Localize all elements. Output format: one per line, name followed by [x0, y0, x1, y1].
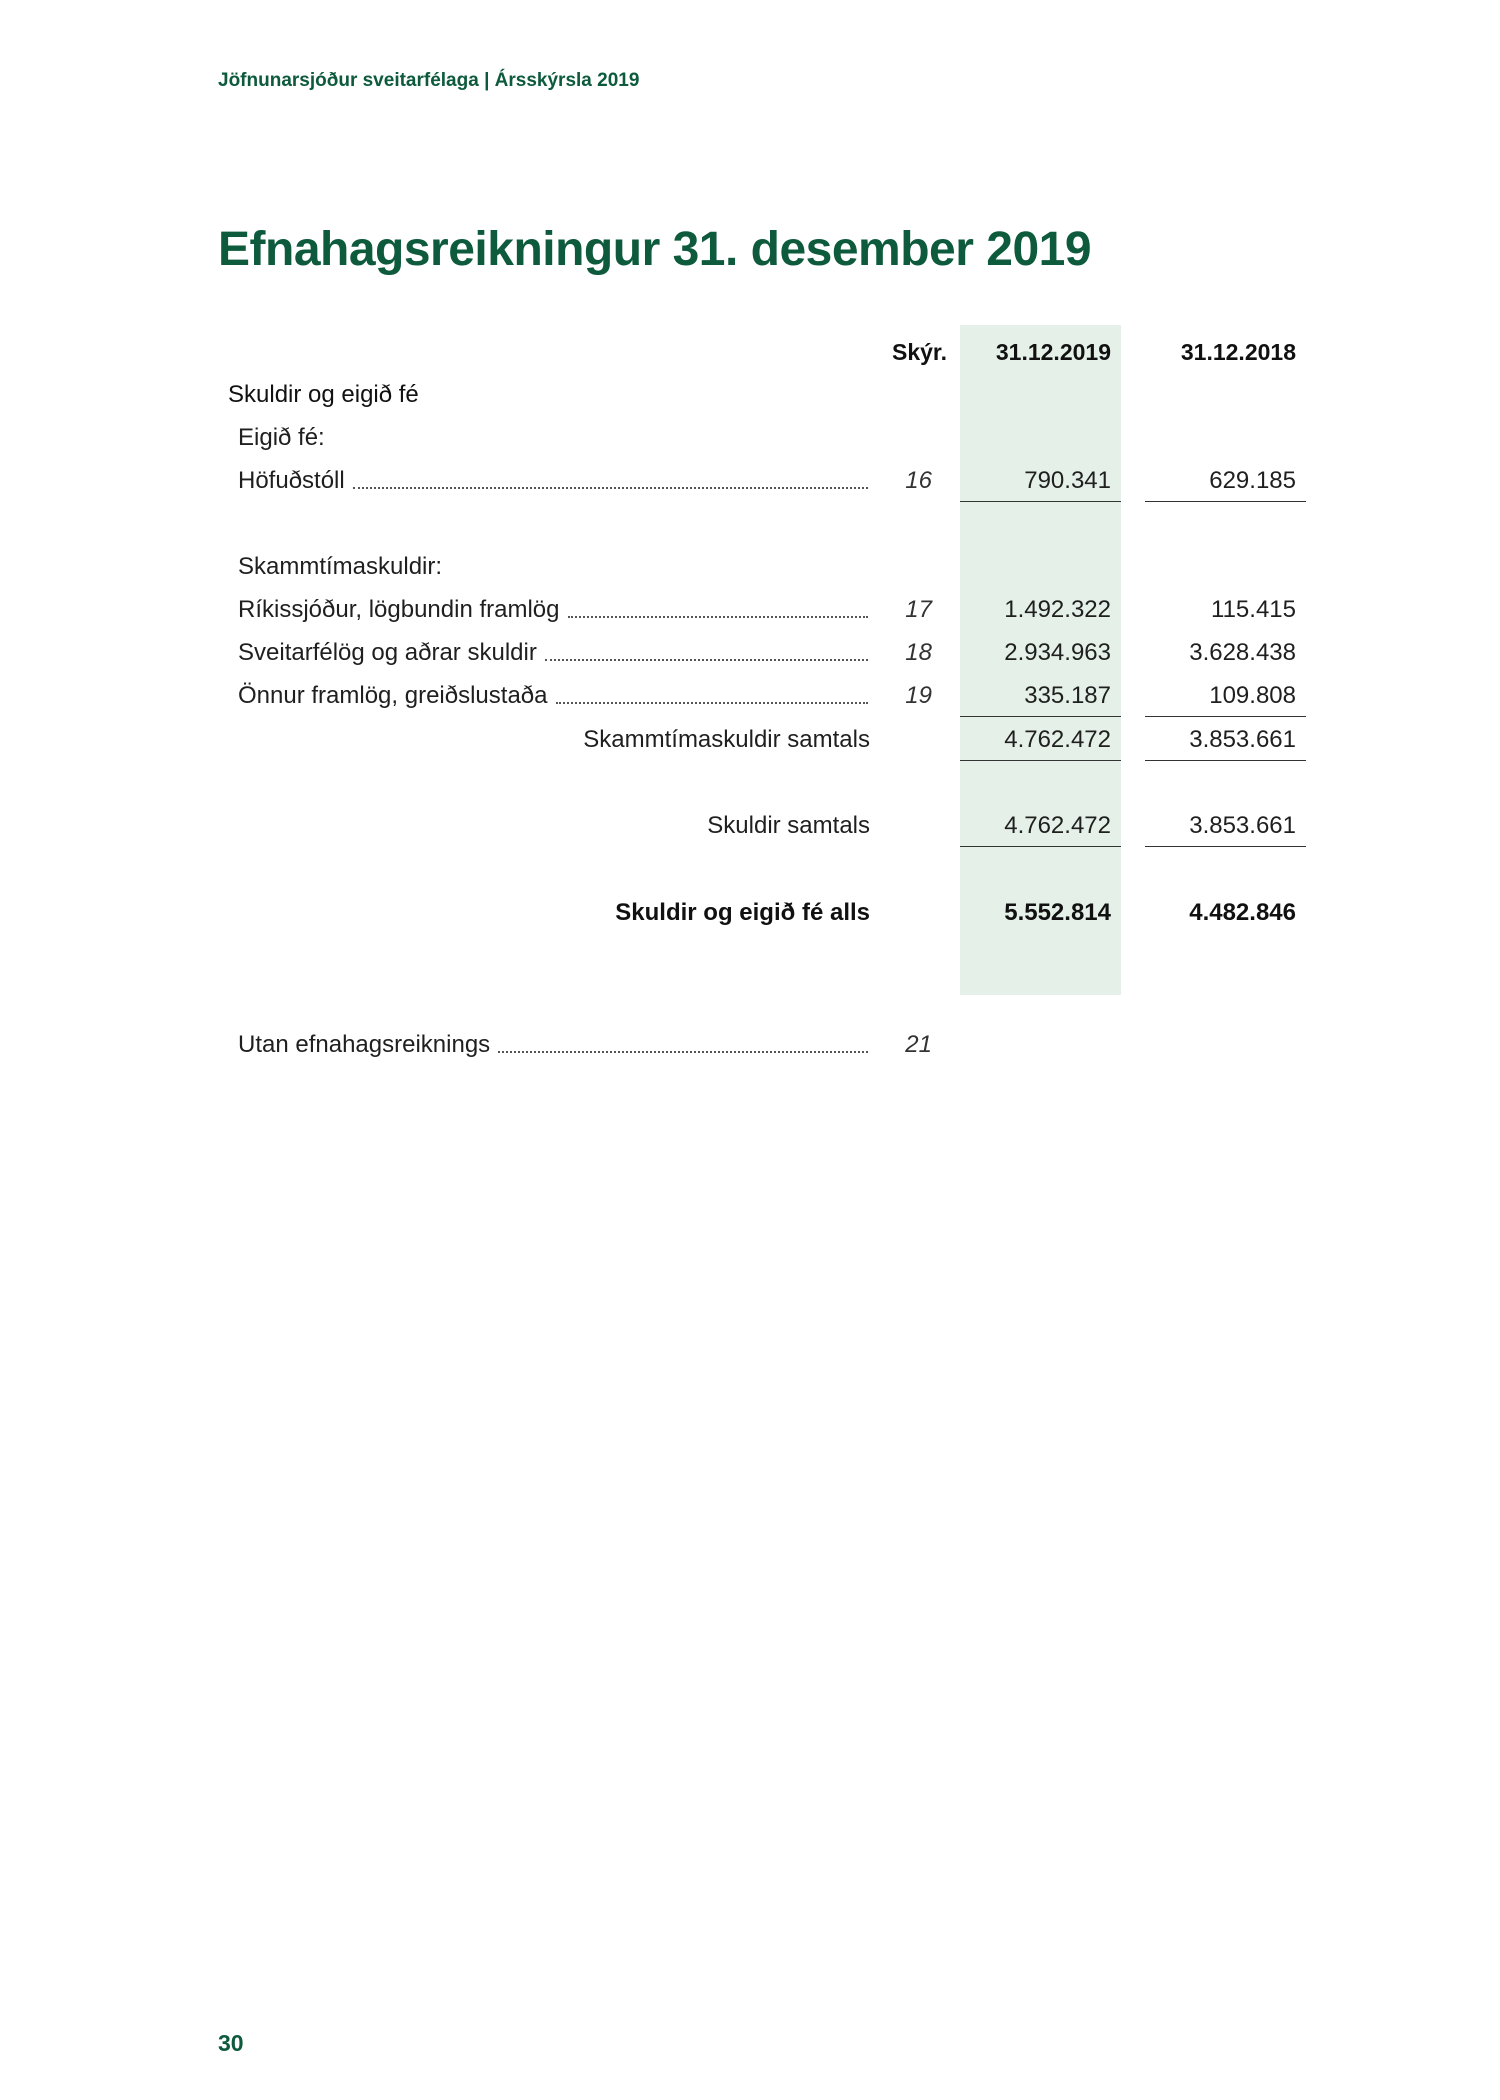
row-label [238, 676, 868, 716]
row-note: 18 [905, 639, 932, 666]
row-label [238, 461, 868, 501]
row-value-2019: 335.187 [1024, 682, 1111, 709]
liabilities-total-value-2018: 3.853.661 [1189, 812, 1296, 839]
row-note: 17 [905, 596, 932, 623]
rule-2018 [1145, 716, 1306, 717]
liabilities-total-row [0, 806, 1500, 846]
equity-heading: Eigið fé: [238, 424, 325, 451]
column-header-2018: 31.12.2018 [1180, 339, 1296, 365]
dot-leader [556, 702, 869, 704]
rule-2018 [1145, 760, 1306, 761]
rule-2019 [960, 846, 1121, 847]
row-note: 21 [905, 1031, 932, 1058]
grand-total-row [0, 893, 1500, 933]
page-number: 30 [218, 2030, 244, 2056]
dot-leader [353, 487, 868, 489]
dot-leader [568, 616, 868, 618]
equity-heading-row [0, 418, 1500, 458]
running-header: Jöfnunarsjóður sveitarfélaga | Ársskýrsla 2019 [218, 70, 640, 91]
row-value-2018: 3.628.438 [1189, 639, 1296, 666]
row-label [238, 590, 868, 630]
off-balance-row [0, 1025, 1500, 1065]
subtotal-value-2018: 3.853.661 [1189, 726, 1296, 753]
grand-total-label: Skuldir og eigið fé alls [615, 899, 870, 926]
row-label-text: Höfuðstóll [238, 467, 345, 494]
subtotal-value-2019: 4.762.472 [1004, 726, 1111, 753]
dot-leader [498, 1051, 868, 1053]
row-value-2018: 115.415 [1211, 596, 1296, 623]
rule-2019 [960, 760, 1121, 761]
section-title-row [0, 375, 1500, 415]
table-row [0, 633, 1500, 673]
column-header-2019: 31.12.2019 [995, 339, 1111, 365]
row-value-2019: 1.492.322 [1004, 596, 1111, 623]
table-row [0, 676, 1500, 716]
rule-2018 [1145, 501, 1306, 502]
grand-total-value-2019: 5.552.814 [1004, 899, 1111, 926]
section-title: Skuldir og eigið fé [228, 381, 419, 408]
table-row [0, 590, 1500, 630]
row-label [238, 1025, 868, 1065]
rule-2019 [960, 501, 1121, 502]
rule-2019 [960, 716, 1121, 717]
table-row [0, 461, 1500, 501]
short-term-heading-row [0, 547, 1500, 587]
subtotal-row [0, 720, 1500, 760]
liabilities-total-value-2019: 4.762.472 [1004, 812, 1111, 839]
row-value-2018: 109.808 [1209, 682, 1296, 709]
dot-leader [545, 659, 868, 661]
grand-total-value-2018: 4.482.846 [1189, 899, 1296, 926]
row-label-text: Önnur framlög, greiðslustaða [238, 682, 548, 709]
row-note: 16 [905, 467, 932, 494]
row-label-text: Utan efnahagsreiknings [238, 1031, 491, 1058]
row-value-2019: 790.341 [1024, 467, 1111, 494]
row-note: 19 [905, 682, 932, 709]
page-title: Efnahagsreikningur 31. desember 2019 [218, 223, 1092, 276]
row-value-2019: 2.934.963 [1004, 639, 1111, 666]
liabilities-total-label: Skuldir samtals [707, 812, 870, 839]
row-label-text: Ríkissjóður, lögbundin framlög [238, 596, 560, 623]
column-header-note: Skýr. [892, 339, 947, 365]
subtotal-label: Skammtímaskuldir samtals [583, 726, 870, 753]
row-label-text: Sveitarfélög og aðrar skuldir [238, 639, 537, 666]
short-term-heading: Skammtímaskuldir: [238, 553, 443, 580]
rule-2018 [1145, 846, 1306, 847]
row-value-2018: 629.185 [1209, 467, 1296, 494]
column-header-row [0, 332, 1500, 372]
row-label [238, 633, 868, 673]
